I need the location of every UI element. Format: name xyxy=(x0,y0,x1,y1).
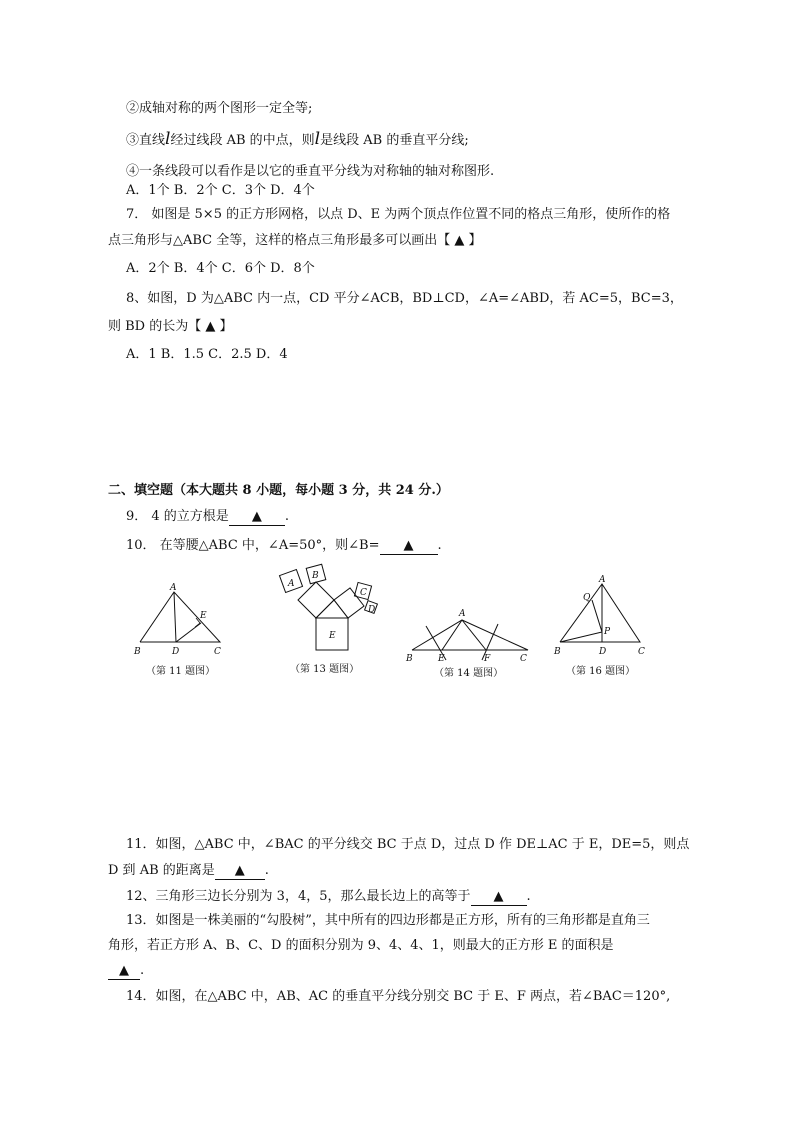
label-C: C xyxy=(638,647,645,657)
label-A: A xyxy=(599,575,606,585)
question-13-line3: ▲ . xyxy=(108,962,144,980)
figure-13-diagram xyxy=(272,560,382,662)
question-13-line2: 角形，若正方形 A、B、C、D 的面积分别为 9、4、4、1，则最大的正方形 E 的面积是 xyxy=(108,938,614,953)
question-11-line1: 11．如图，△ABC 中，∠BAC 的平分线交 BC 于点 D，过点 D 作 DE⊥AC 于 E，DE=5，则点 xyxy=(126,837,690,852)
label-A: A xyxy=(170,583,177,593)
question-14-line1: 14．如图，在△ABC 中，AB、AC 的垂直平分线分别交 BC 于 E、F 两点，若∠BAC＝120°, xyxy=(126,989,671,1004)
answer-blank[interactable]: ▲ xyxy=(471,889,527,906)
statement-2: ②成轴对称的两个图形一定全等; xyxy=(126,101,313,116)
figure-14-caption: （第 14 题图） xyxy=(434,668,504,679)
figure-16-caption: （第 16 题图） xyxy=(566,666,636,677)
question-11-line2: D 到 AB 的距离是 ▲ . xyxy=(108,863,269,878)
figure-16-diagram xyxy=(552,574,652,658)
label-A: A xyxy=(459,609,466,619)
question-9: 9． 4 的立方根是 ▲ . xyxy=(126,509,289,524)
question-8-line1: 8、如图，D 为△ABC 内一点，CD 平分∠ACB，BD⊥CD，∠A=∠ABD，若 AC=5，BC=3， xyxy=(126,291,683,306)
answer-blank[interactable]: ▲ xyxy=(229,509,285,526)
question-13-line1: 13．如图是一株美丽的“勾股树”，其中所有的四边形都是正方形，所有的三角形都是直角三 xyxy=(126,913,650,928)
statement-3: ③直线l经过线段 AB 的中点，则l是线段 AB 的垂直平分线; xyxy=(126,129,469,149)
label-Q: Q xyxy=(583,593,591,603)
options-q8: A．1 B．1.5 C．2.5 D．4 xyxy=(126,347,288,362)
label-D: D xyxy=(599,647,607,657)
label-E: E xyxy=(329,631,336,641)
answer-blank[interactable]: ▲ xyxy=(108,963,140,980)
options-q7: A．2个 B．4个 C．6个 D．8个 xyxy=(126,261,315,276)
figure-13 xyxy=(272,560,382,662)
figure-16 xyxy=(552,574,652,658)
answer-blank[interactable]: ▲ xyxy=(380,538,438,555)
answer-blank[interactable]: ▲ xyxy=(215,863,265,880)
label-C: C xyxy=(214,647,221,657)
label-A: A xyxy=(288,579,295,589)
options-q6: A．1个 B．2个 C．3个 D．4个 xyxy=(126,183,315,198)
figure-14-diagram xyxy=(404,602,536,666)
question-10: 10． 在等腰△ABC 中，∠A=50°，则∠B= ▲ . xyxy=(126,538,442,553)
figure-11-diagram xyxy=(128,580,228,660)
label-C: C xyxy=(520,654,527,664)
label-F: F xyxy=(484,654,491,664)
question-12: 12、三角形三边长分别为 3，4，5，那么最长边上的高等于 ▲ . xyxy=(126,889,531,904)
question-8-line2: 则 BD 的长为【 ▲ 】 xyxy=(108,319,233,334)
label-E: E xyxy=(200,611,207,621)
label-B: B xyxy=(406,654,413,664)
label-B: B xyxy=(554,647,561,657)
figure-11-caption: （第 11 题图） xyxy=(146,666,216,677)
question-7-line2: 点三角形与△ABC 全等，这样的格点三角形最多可以画出【 ▲ 】 xyxy=(108,233,482,248)
question-7-line1: 7． 如图是 5×5 的正方形网格，以点 D、E 为两个顶点作位置不同的格点三角形，使所作的格 xyxy=(126,207,671,222)
label-P: P xyxy=(604,627,611,637)
section-2-heading: 二、填空题（本大题共 8 小题，每小题 3 分，共 24 分.） xyxy=(108,483,449,498)
label-D: D xyxy=(172,647,180,657)
label-C: C xyxy=(360,588,367,598)
figure-13-caption: （第 13 题图） xyxy=(290,664,360,675)
statement-4: ④一条线段可以看作是以它的垂直平分线为对称轴的轴对称图形. xyxy=(126,164,495,179)
figure-11 xyxy=(128,580,228,660)
figure-14 xyxy=(404,602,536,666)
label-B: B xyxy=(312,571,319,581)
label-E: E xyxy=(438,654,445,664)
label-D: D xyxy=(368,605,376,615)
label-B: B xyxy=(134,647,141,657)
